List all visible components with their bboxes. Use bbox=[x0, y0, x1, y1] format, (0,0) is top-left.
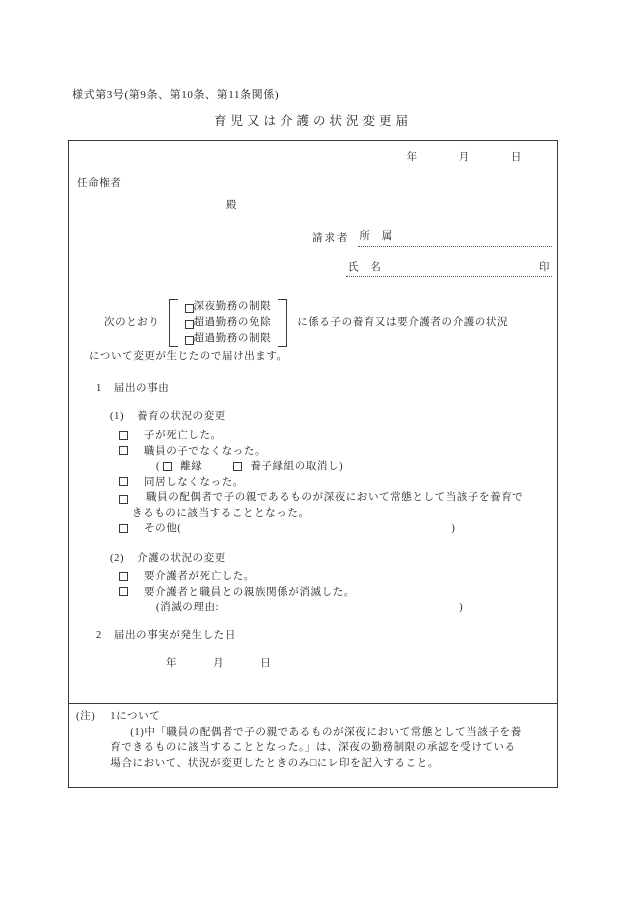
checkbox-icon[interactable] bbox=[119, 524, 128, 533]
item-not-cohabit[interactable] bbox=[119, 475, 531, 491]
requester-affiliation-row bbox=[312, 229, 552, 247]
checkbox-icon[interactable] bbox=[163, 462, 172, 471]
sub2-heading bbox=[110, 551, 226, 567]
occurrence-date bbox=[166, 656, 271, 672]
section2-heading bbox=[96, 628, 236, 644]
paren-open: ( bbox=[156, 461, 161, 472]
checkbox-icon[interactable] bbox=[119, 431, 128, 440]
note-line1: 1について bbox=[110, 711, 161, 722]
preamble-tail: に係る子の養育又は要介護者の介護の状況 bbox=[297, 317, 509, 329]
bracket-right bbox=[278, 299, 287, 347]
item-label: 要介護者と職員との親族関係が消滅した。 bbox=[144, 586, 355, 598]
page-title: 育児又は介護の状況変更届 bbox=[213, 114, 412, 128]
preamble-row bbox=[104, 298, 508, 348]
section2-number: 2 bbox=[96, 630, 102, 641]
sub2-number: (2) bbox=[110, 553, 125, 564]
checkbox-icon[interactable] bbox=[185, 304, 194, 313]
checkbox-icon[interactable] bbox=[119, 587, 128, 596]
form-box bbox=[68, 140, 558, 788]
sub1-heading bbox=[110, 409, 226, 425]
annulment-options-row bbox=[156, 459, 531, 475]
item-spouse-care[interactable] bbox=[119, 490, 531, 521]
seal-label: 印 bbox=[538, 261, 550, 273]
annul-option-divorce: 離縁 bbox=[180, 461, 203, 472]
requester-block bbox=[312, 229, 552, 277]
paren-close: ) bbox=[451, 523, 456, 534]
checkbox-icon[interactable] bbox=[119, 446, 128, 455]
option-label: 超過勤務の制限 bbox=[193, 333, 272, 344]
checkbox-icon[interactable] bbox=[119, 572, 128, 581]
extinguish-reason-row bbox=[156, 600, 531, 616]
item-care-recipient-died[interactable] bbox=[119, 569, 531, 585]
item-other[interactable] bbox=[119, 521, 531, 537]
affiliation-label: 所 属 bbox=[359, 231, 393, 242]
requester-name-row bbox=[312, 260, 552, 278]
option-overtime-limit[interactable] bbox=[185, 331, 272, 347]
form-number: 様式第3号(第9条、第10条、第11条関係) bbox=[72, 89, 280, 101]
checkbox-icon[interactable] bbox=[119, 477, 128, 486]
date-year-label[interactable]: 年 bbox=[166, 658, 178, 669]
section1-number: 1 bbox=[96, 383, 102, 394]
item-label: 子が死亡した。 bbox=[144, 430, 222, 441]
name-label: 氏 名 bbox=[348, 261, 382, 273]
preamble-lead: 次のとおり bbox=[104, 317, 160, 329]
section1-title: 届出の事由 bbox=[113, 383, 170, 394]
section2-title: 届出の事実が発生した日 bbox=[113, 630, 236, 641]
option-overtime-exemption[interactable] bbox=[185, 315, 272, 331]
checkbox-icon[interactable] bbox=[119, 495, 128, 504]
item-label: 職員の配偶者で子の親であるものが深夜において常態として当該子を養育できるものに該当することとなった。 bbox=[132, 492, 524, 519]
checkbox-icon[interactable] bbox=[185, 320, 194, 329]
note-paragraph: (1)中「職員の配偶者で子の親であるものが深夜において常態として当該子を養育できるものに該当することとなった。」は、深夜の勤務制限の承認を受けている場合において、状況が変更したときのみ□にレ印を記入すること。 bbox=[110, 726, 522, 769]
note-label: (注) bbox=[76, 711, 96, 722]
checkbox-icon[interactable] bbox=[185, 336, 194, 345]
date-year-label[interactable]: 年 bbox=[406, 152, 418, 163]
date-day-label[interactable]: 日 bbox=[510, 152, 522, 163]
sub1-number: (1) bbox=[110, 411, 125, 422]
work-limit-options bbox=[178, 298, 279, 348]
item-label: 要介護者が死亡した。 bbox=[144, 571, 255, 582]
preamble-closing: について変更が生じたので届け出ます。 bbox=[89, 351, 288, 362]
date-day-label[interactable]: 日 bbox=[260, 658, 272, 669]
item-child-died[interactable] bbox=[119, 428, 531, 444]
name-field[interactable] bbox=[346, 260, 552, 278]
item-label: その他( bbox=[144, 523, 182, 534]
option-label: 超過勤務の免除 bbox=[193, 317, 272, 328]
bracket-left bbox=[169, 299, 178, 347]
note-section bbox=[69, 703, 557, 787]
paren-close: ) bbox=[459, 602, 464, 613]
sub1-items bbox=[119, 428, 531, 537]
sub2-title: 介護の状況の変更 bbox=[137, 553, 226, 564]
item-label: 職員の子でなくなった。 bbox=[144, 445, 267, 457]
appointing-authority-label: 任命権者 bbox=[77, 178, 122, 189]
option-label: 深夜勤務の制限 bbox=[193, 301, 272, 312]
honorific-dono: 殿 bbox=[226, 200, 238, 211]
requester-label: 請求者 bbox=[312, 233, 350, 244]
option-night-work-limit[interactable] bbox=[185, 299, 272, 315]
item-not-child[interactable] bbox=[119, 444, 531, 460]
date-month-label[interactable]: 月 bbox=[458, 152, 470, 163]
date-month-label[interactable]: 月 bbox=[213, 658, 225, 669]
item-label: 同居しなくなった。 bbox=[144, 476, 244, 488]
reason-label: (消滅の理由: bbox=[156, 602, 220, 613]
note-body bbox=[110, 709, 522, 771]
affiliation-field[interactable] bbox=[358, 229, 553, 247]
section1-heading bbox=[96, 381, 169, 397]
sub1-title: 養育の状況の変更 bbox=[137, 411, 226, 422]
sub2-items bbox=[119, 569, 531, 616]
submission-date bbox=[407, 150, 522, 166]
annul-option-cancel: 養子縁組の取消し) bbox=[250, 461, 344, 472]
item-relation-extinguished[interactable] bbox=[119, 585, 531, 601]
checkbox-icon[interactable] bbox=[233, 462, 242, 471]
